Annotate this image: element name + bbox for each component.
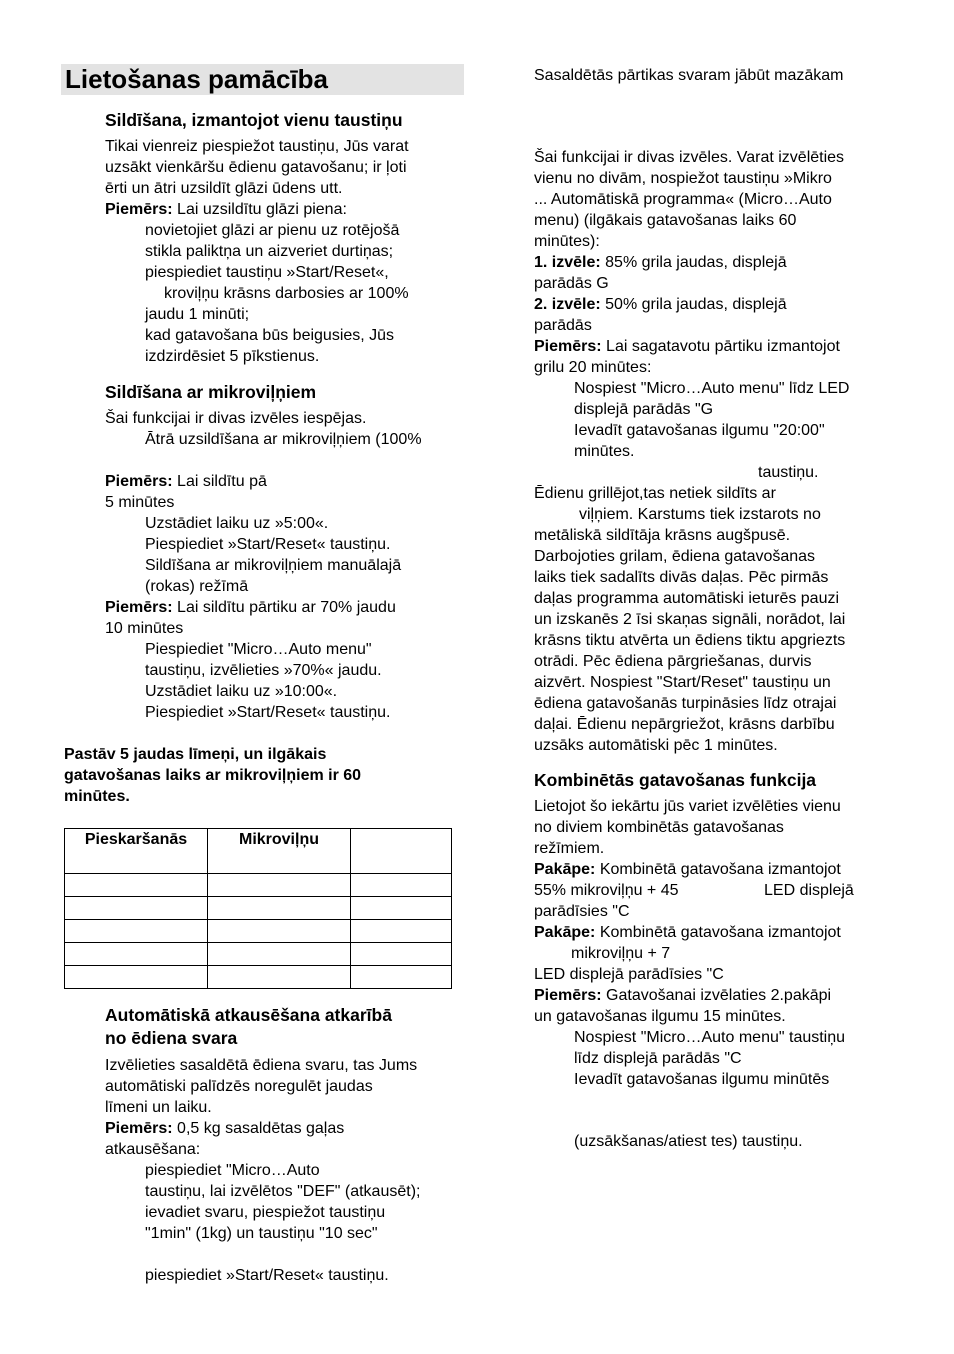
step-line: izdzirdēsiet 5 pīkstienus. [145,348,320,365]
stage-line: mikroviļņu + 7 [571,945,671,962]
paragraph-line: Šai funkcijai ir divas izvēles. Varat izvēlēties [534,149,845,166]
power-note: minūtes. [64,788,130,805]
table-header-row [65,829,452,874]
step-line: Piespiediet "Micro…Auto menu" [145,641,372,658]
paragraph-line: vienu no divām, nospiežot taustiņu »Mikro [534,170,832,187]
step-line: Nospiest "Micro…Auto menu" taustiņu [574,1029,846,1046]
step-line: kad gatavošana būs beigusies, Jūs [145,327,395,344]
table-row [65,897,452,920]
paragraph-line: Sasaldētās pārtikas svaram jābūt mazākam [534,67,844,84]
table-header: Mikroviļņu [208,829,351,874]
paragraph-line: daļas programma automātiski ieturēs pauzi [534,590,840,607]
stage-line: parādīsies "C [534,903,630,920]
step-line: Piespiediet »Start/Reset« taustiņu. [145,536,391,553]
table-row [65,943,452,966]
example-text: Lai uzsildītu glāzi piena: [172,201,347,218]
stage-label: Pakāpe: [534,861,596,878]
paragraph-line: krāsns tiktu atvērta un ēdiens tiktu apgriezts [534,632,846,649]
step-line: Ievadīt gatavošanas ilgumu "20:00" [574,422,825,439]
paragraph-line: režīmiem. [534,840,605,857]
stage-line [534,923,841,943]
step-line: ievadiet svaru, piespiežot taustiņu [145,1204,386,1221]
example-label: Piemērs: [105,473,173,490]
power-levels-table [64,828,452,989]
example-label: Piemērs: [105,201,173,218]
paragraph-line: viļņiem. Karstums tiek izstarots no [579,506,821,523]
stage-text: Kombinētā gatavošana izmantojot [595,861,841,878]
step-line: jaudu 1 minūti; [145,306,250,323]
step-line: Sildīšana ar mikroviļņiem manuālajā [145,557,402,574]
paragraph-line: menu) (ilgākais gatavošanas laiks 60 [534,212,797,229]
paragraph-line: no diviem kombinētās gatavošanas [534,819,784,836]
paragraph-line: Lietojot šo iekārtu jūs variet izvēlēties vienu [534,798,841,815]
example-line [534,337,840,357]
step-line: taustiņu, lai izvēlētos "DEF" (atkausēt); [145,1183,421,1200]
step-line: displejā parādās "G [574,401,714,418]
paragraph-line: Ātrā uzsildīšana ar mikroviļņiem (100% [145,431,422,448]
paragraph-line: metāliskā sildītāja krāsns augšpusē. [534,527,791,544]
paragraph-line: ... Automātiskā programma« (Micro…Auto [534,191,832,208]
step-line: Uzstādiet laiku uz »10:00«. [145,683,338,700]
table-row [65,966,452,989]
section-heading-one-touch: Sildīšana, izmantojot vienu taustiņu [105,110,403,130]
paragraph-line: automātiski palīdzēs noregulēt jaudas [105,1078,373,1095]
step-line: Nospiest "Micro…Auto menu" līdz LED [574,380,850,397]
example-line [105,472,267,492]
paragraph-line: Ēdienu grillējot,tas netiek sildīts ar [534,485,776,502]
step-line: Piespiediet »Start/Reset« taustiņu. [145,704,391,721]
example-text: Gatavošanai izvēlaties 2.pakāpi [601,987,832,1004]
paragraph-line: minūtes): [534,233,600,250]
example-line [105,598,396,618]
step-line: kroviļņu krāsns darbosies ar 100% [164,285,409,302]
paragraph-line: daļai. Ēdienu nepārgriežot, krāsns darbību [534,716,835,733]
paragraph-line: otrādi. Pēc ēdiena pārgriešanas, durvis [534,653,812,670]
step-line: (rokas) režīmā [145,578,249,595]
paragraph-line: un izskanēs 2 īsi skaņas signāli, norādot, lai [534,611,846,628]
option-label: 1. izvēle: [534,254,601,271]
section-heading-microwave: Sildīšana ar mikroviļņiem [105,382,317,402]
paragraph-line: Darbojoties grilam, ēdiena gatavošanas [534,548,816,565]
step-line: Ievadīt gatavošanas ilgumu minūtēs [574,1071,830,1088]
option-line: parādās [534,317,592,334]
stage-label: Pakāpe: [534,924,596,941]
stage-line: LED displejā parādīsies "C [534,966,724,983]
step-line: Uzstādiet laiku uz »5:00«. [145,515,329,532]
table-row [65,874,452,897]
step-line: stikla paliktņa un aizveriet durtiņas; [145,243,394,260]
example-line: grilu 20 minūtes: [534,359,652,376]
example-line [105,200,347,220]
step-line: taustiņu. [758,464,819,481]
example-line: 5 minūtes [105,494,175,511]
step-line: līdz displejā parādās "C [574,1050,742,1067]
option-line: parādās G [534,275,609,292]
step-line: taustiņu, izvēlieties »70%« jaudu. [145,662,382,679]
example-label: Piemērs: [105,1120,173,1137]
step-line: piespiediet "Micro…Auto [145,1162,320,1179]
paragraph-line: ēdiena gatavošanās turpināsies līdz otrajai [534,695,837,712]
paragraph-line: Izvēlieties sasaldētā ēdiena svaru, tas Jums [105,1057,418,1074]
example-line [105,1119,344,1139]
section-heading-combined: Kombinētās gatavošanas funkcija [534,770,817,790]
step-line: "1min" (1kg) un taustiņu "10 sec" [145,1225,378,1242]
example-label: Piemērs: [534,987,602,1004]
example-text: Lai sildītu pā [172,473,267,490]
example-text: Lai sagatavotu pārtiku izmantojot [601,338,840,355]
paragraph-line: ērti un ātri uzsildīt glāzi ūdens utt. [105,180,343,197]
stage-line: LED displejā [764,882,854,899]
paragraph-line: līmeni un laiku. [105,1099,212,1116]
stage-line: 55% mikroviļņu + 45 [534,882,679,899]
example-label: Piemērs: [534,338,602,355]
example-line: un gatavošanas ilgumu 15 minūtes. [534,1008,786,1025]
example-line: 10 minūtes [105,620,184,637]
option-label: 2. izvēle: [534,296,601,313]
step-line: piespiediet »Start/Reset« taustiņu. [145,1267,389,1284]
paragraph-line: uzsāks automātiski pēc 1 minūtes. [534,737,778,754]
section-heading-defrost: no ēdiena svara [105,1028,238,1048]
section-heading-defrost: Automātiskā atkausēšana atkarībā [105,1005,392,1025]
table-header [351,829,452,874]
example-text: Lai sildītu pārtiku ar 70% jaudu [172,599,396,616]
step-line: piespiediet taustiņu »Start/Reset«, [145,264,389,281]
step-line: novietojiet glāzi ar pienu uz rotējošā [145,222,400,239]
step-line: minūtes. [574,443,635,460]
example-line: atkausēšana: [105,1141,201,1158]
paragraph-line: uzsākt vienkāršu ēdienu gatavošanu; ir ļoti [105,159,407,176]
page-title: Lietošanas pamācība [65,64,328,94]
power-note: Pastāv 5 jaudas līmeņi, un ilgākais [64,746,327,763]
example-label: Piemērs: [105,599,173,616]
paragraph-line: laiks tiek sadalīts divās daļas. Pēc pirmās [534,569,829,586]
option-line [534,295,787,315]
stage-line [534,860,841,880]
table-header: Pieskaršanās [65,829,208,874]
option-text: 50% grila jaudas, displejā [600,296,787,313]
power-note: gatavošanas laiks ar mikroviļņiem ir 60 [64,767,362,784]
paragraph-line: Tikai vienreiz piespiežot taustiņu, Jūs varat [105,138,409,155]
option-text: 85% grila jaudas, displejā [600,254,787,271]
step-line: (uzsākšanas/atiest tes) taustiņu. [574,1133,803,1150]
example-line [534,986,831,1006]
example-text: 0,5 kg sasaldētas gaļas [172,1120,345,1137]
table-row [65,920,452,943]
stage-text: Kombinētā gatavošana izmantojot [595,924,841,941]
paragraph-line: aizvērt. Nospiest "Start/Reset" taustiņu un [534,674,831,691]
option-line [534,253,787,273]
paragraph-line: Šai funkcijai ir divas izvēles iespējas. [105,410,367,427]
